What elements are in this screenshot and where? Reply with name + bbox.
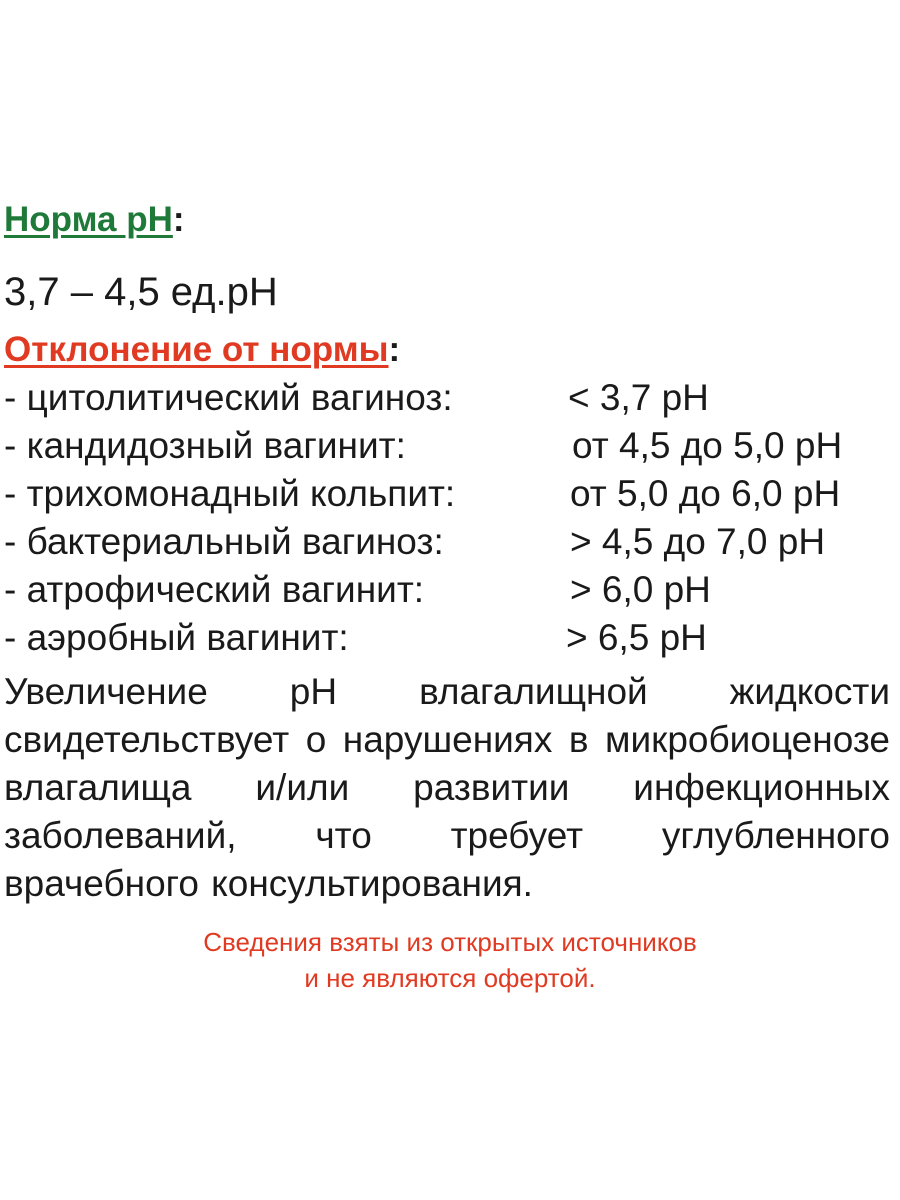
deviation-value: > 4,5 до 7,0 pH (570, 521, 826, 562)
norm-value: 3,7 – 4,5 ед.pH (4, 270, 278, 314)
deviation-item-bacterial-vaginosis (4, 518, 894, 566)
deviation-list (4, 374, 894, 662)
deviation-label: - кандидозный вагинит: (4, 425, 406, 466)
deviation-value: > 6,0 pH (570, 569, 711, 610)
deviation-item-atrophic-vaginitis (4, 566, 894, 614)
deviation-value: < 3,7 pH (568, 377, 709, 418)
explanation-paragraph: Увеличение pH влагалищной жидкости свидетельствует о нарушениях в микробиоценозе влагалища и/или развитии инфекционных заболеваний, что требует углубленного врачебного консультирования. (4, 671, 890, 904)
deviation-label: - цитолитический вагиноз: (4, 377, 453, 418)
deviation-item-aerobic-vaginitis (4, 614, 894, 662)
deviation-heading-colon: : (388, 330, 401, 369)
norm-heading-colon: : (172, 200, 185, 239)
norm-heading-text: Норма pH (4, 200, 173, 239)
deviation-value: > 6,5 pH (566, 617, 707, 658)
norm-heading (4, 198, 185, 242)
deviation-value: от 4,5 до 5,0 pH (572, 425, 843, 466)
deviation-item-trichomonas-colpitis (4, 470, 894, 518)
deviation-value: от 5,0 до 6,0 pH (570, 473, 841, 514)
deviation-label: - атрофический вагинит: (4, 569, 425, 610)
deviation-heading (4, 328, 400, 372)
deviation-item-cytolytic-vaginosis (4, 374, 894, 422)
deviation-label: - бактериальный вагиноз: (4, 521, 444, 562)
deviation-label: - аэробный вагинит: (4, 617, 349, 658)
deviation-label: - трихомонадный кольпит: (4, 473, 456, 514)
disclaimer-line-2: и не являются офертой. (304, 963, 596, 993)
deviation-heading-text: Отклонение от нормы (4, 330, 389, 369)
disclaimer-line-1: Сведения взяты из открытых источников (203, 927, 697, 957)
disclaimer (0, 924, 900, 996)
deviation-item-candida-vaginitis (4, 422, 894, 470)
